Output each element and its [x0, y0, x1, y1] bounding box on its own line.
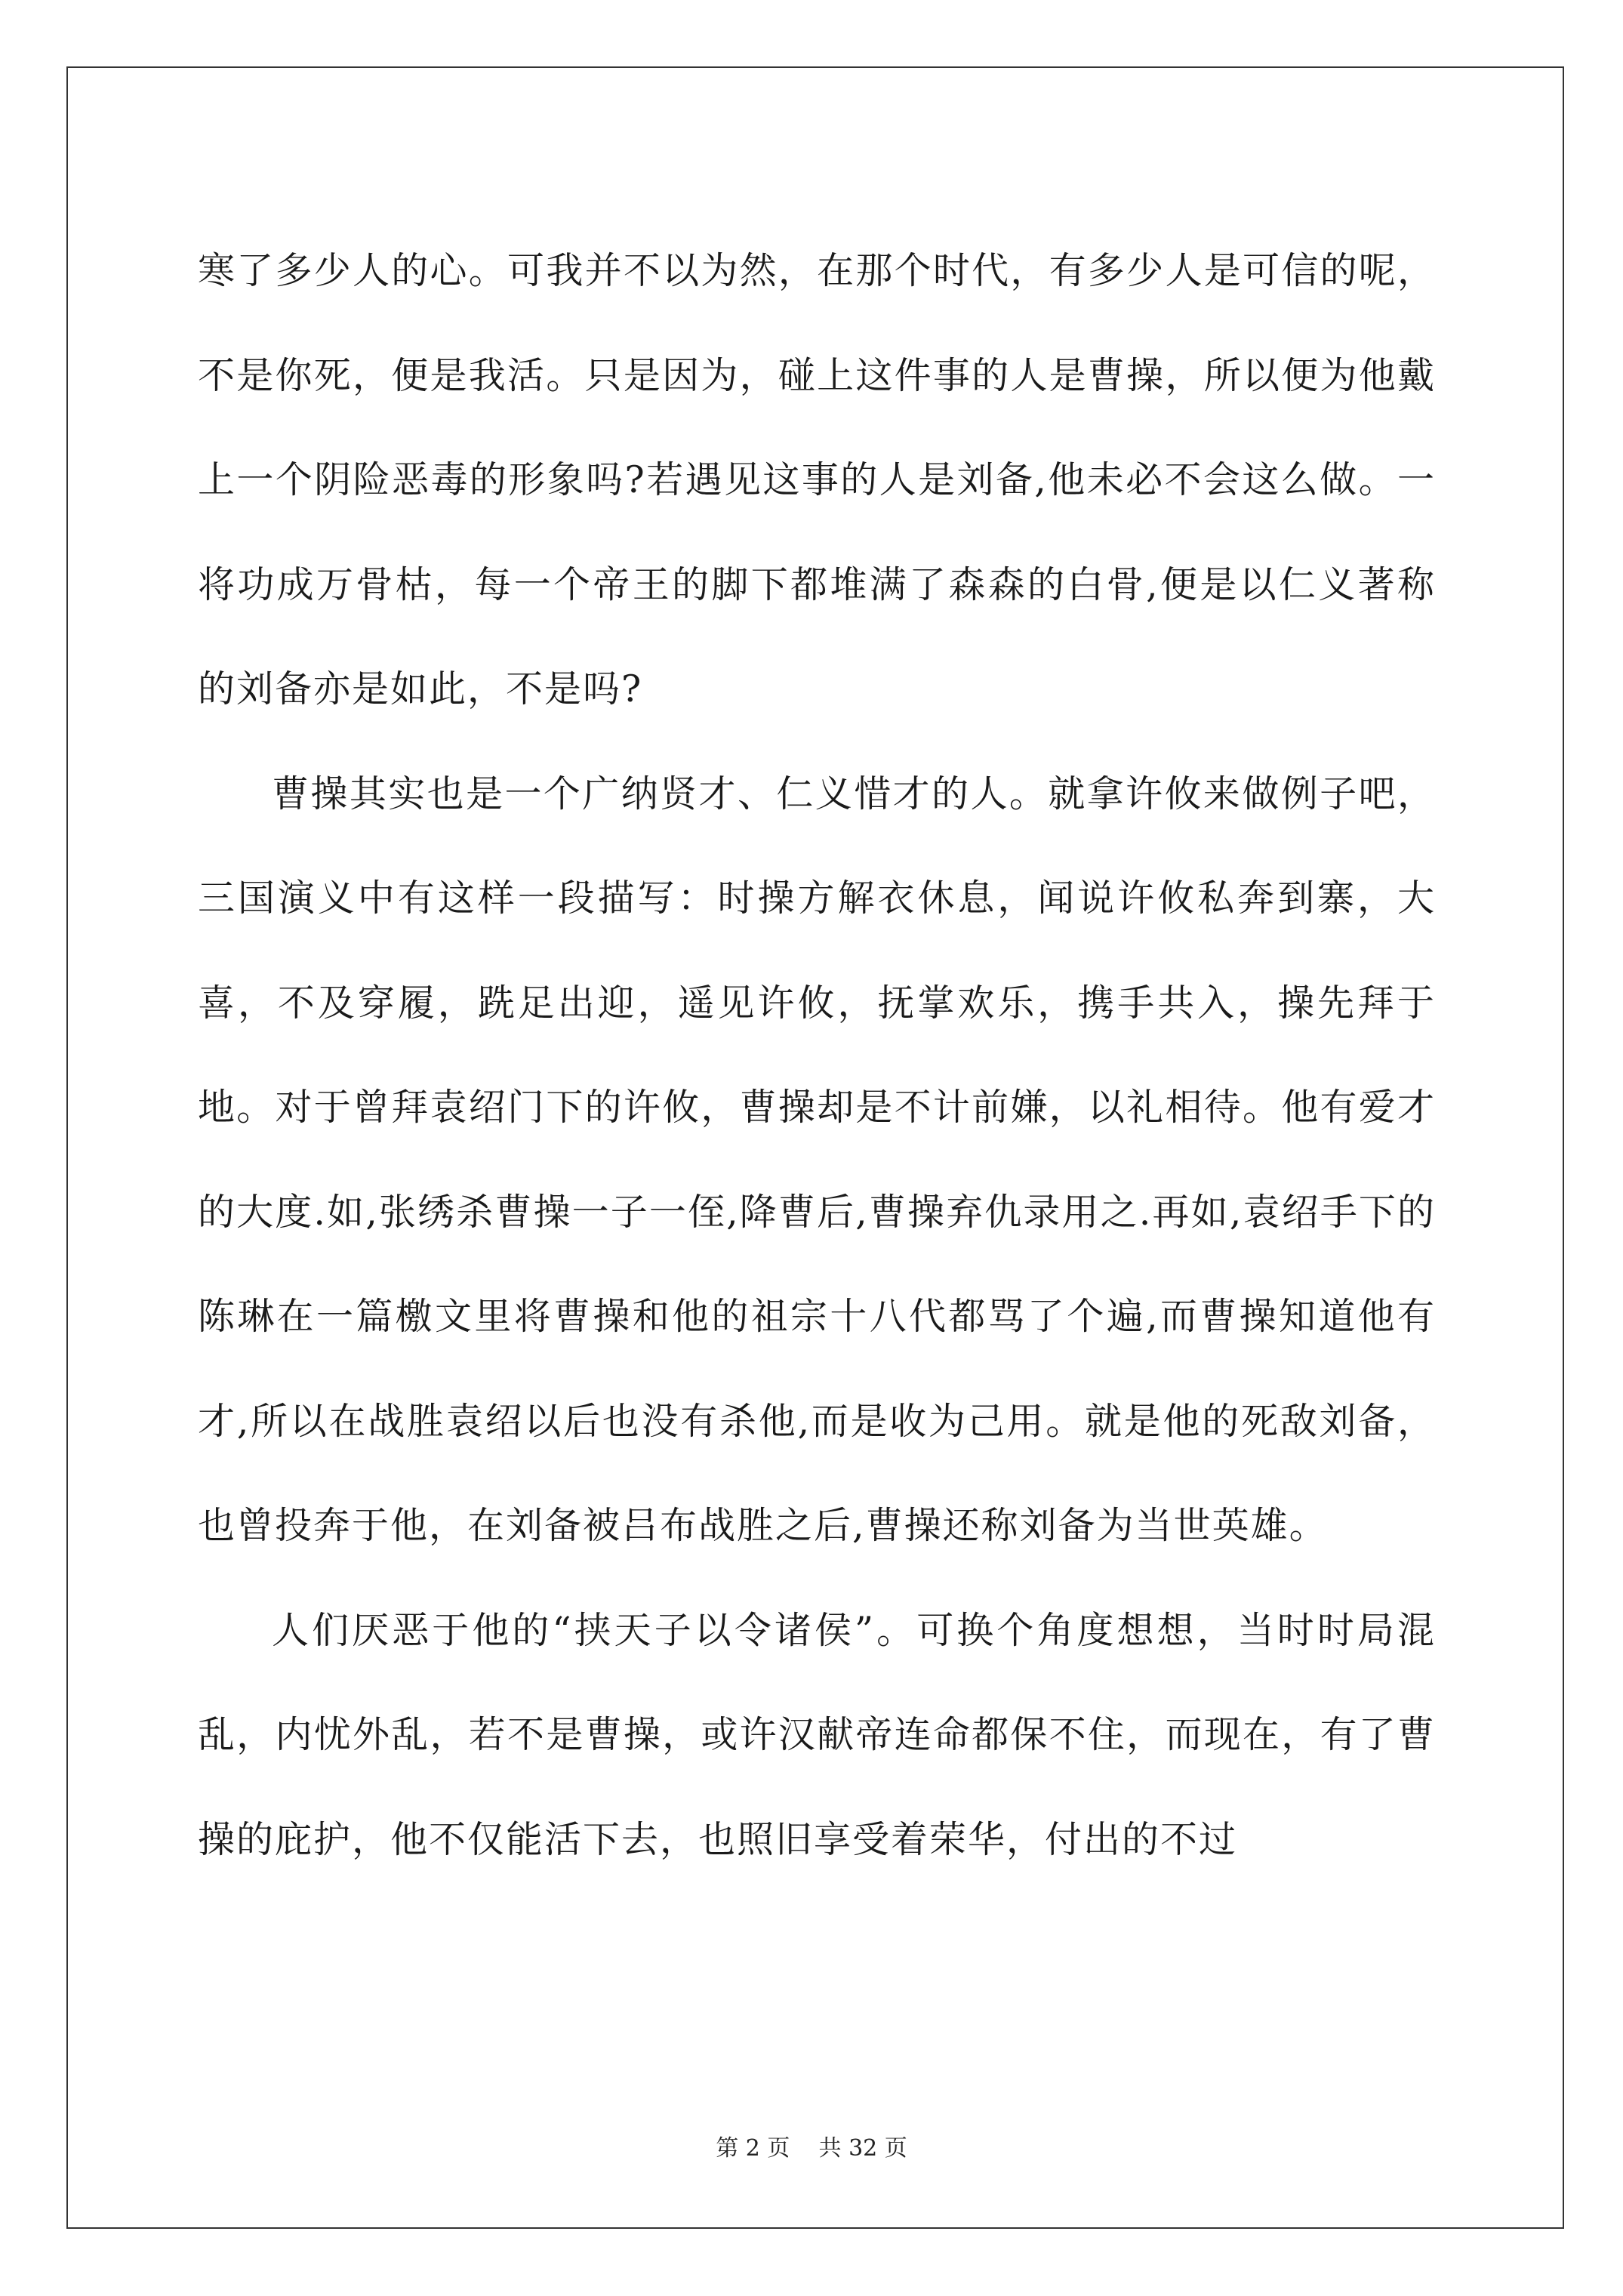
- paragraph-3: 人们厌恶于他的“挟天子以令诸侯”。可换个角度想想，当时时局混乱，内忧外乱，若不是曹操，或许汉献帝连命都保不住，而现在，有了曹操的庇护，他不仅能活下去，也照旧享受着荣华，付出的不过: [198, 1608, 1436, 1861]
- document-body: [198, 219, 1436, 1892]
- page-total: 共 32 页: [818, 2135, 907, 2162]
- page-footer: [0, 2134, 1623, 2164]
- page-number: 第 2 页: [716, 2135, 790, 2162]
- paragraph-2: 曹操其实也是一个广纳贤才、仁义惜才的人。就拿许攸来做例子吧，三国演义中有这样一段描写：时操方解衣休息，闻说许攸私奔到寨，大喜，不及穿履，跣足出迎，遥见许攸，抚掌欢乐，携手共入，操先拜于地。对于曾拜袁绍门下的许攸，曹操却是不计前嫌，以礼相待。他有爱才的大度.如,张绣杀曹操一子一侄,降曹后,曹操弃仇录用之.再如,袁绍手下的陈琳在一篇檄文里将曹操和他的祖宗十八代都骂了个遍,而曹操知道他有才,所以在战胜袁绍以后也没有杀他,而是收为己用。就是他的死敌刘备，也曾投奔于他，在刘备被吕布战胜之后,曹操还称刘备为当世英雄。: [198, 772, 1436, 1547]
- paragraph-1: 寒了多少人的心。可我并不以为然，在那个时代，有多少人是可信的呢，不是你死，便是我活。只是因为，碰上这件事的人是曹操，所以便为他戴上一个阴险恶毒的形象吗?若遇见这事的人是刘备,他未必不会这么做。一将功成万骨枯，每一个帝王的脚下都堆满了森森的白骨,便是以仁义著称的刘备亦是如此，不是吗?: [198, 249, 1436, 710]
